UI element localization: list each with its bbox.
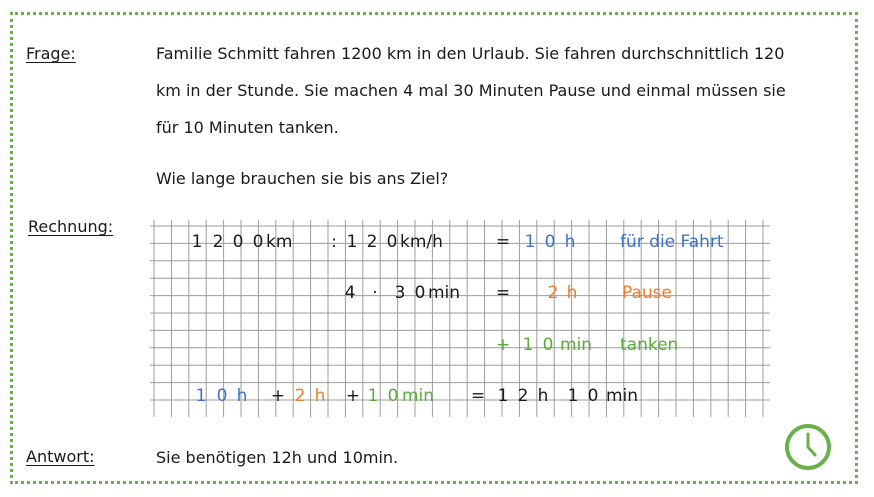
calc-token: min [606, 386, 639, 406]
antwort-label: Antwort: [26, 447, 95, 466]
calc-token: h [314, 386, 326, 406]
calc-token: für die Fahrt [620, 232, 724, 252]
calc-token: = [470, 386, 486, 406]
calc-token: 4 [344, 283, 356, 303]
calc-token: + [345, 386, 361, 406]
calc-token: 1 [191, 232, 203, 252]
calc-token: tanken [620, 335, 679, 355]
calc-token: 2 [212, 232, 224, 252]
question-line-3: für 10 Minuten tanken. [156, 118, 339, 137]
question-line-2: km in der Stunde. Sie machen 4 mal 30 Minuten Pause und einmal müssen sie [156, 81, 786, 100]
frage-label: Frage: [26, 44, 76, 63]
calc-token: 0 [544, 232, 556, 252]
calc-token: 0 [387, 386, 399, 406]
question-line-1: Familie Schmitt fahren 1200 km in den Urlaub. Sie fahren durchschnittlich 120 [156, 44, 785, 63]
calc-token: km [266, 232, 293, 252]
calc-token: 2 [294, 386, 306, 406]
calc-token: km/h [400, 232, 443, 252]
calc-token: 0 [232, 232, 244, 252]
calc-token: : [331, 232, 337, 252]
question-ask: Wie lange brauchen sie bis ans Ziel? [156, 169, 449, 188]
calc-token: min [428, 283, 461, 303]
calc-token: 0 [216, 386, 228, 406]
calc-token: 0 [386, 232, 398, 252]
rechnung-label: Rechnung: [28, 217, 114, 236]
clock-icon [783, 422, 833, 472]
calc-token: 1 [497, 386, 509, 406]
calc-token: 1 [524, 232, 536, 252]
calc-token: = [495, 283, 511, 303]
calc-token: h [566, 283, 578, 303]
calc-token: 0 [414, 283, 426, 303]
calc-token: h [537, 386, 549, 406]
calc-token: 1 [195, 386, 207, 406]
calc-token: min [402, 386, 435, 406]
calc-token: 1 [567, 386, 579, 406]
calc-token: h [236, 386, 248, 406]
calc-token: min [560, 335, 593, 355]
calc-token: 0 [252, 232, 264, 252]
calc-token: 2 [547, 283, 559, 303]
calc-token: 0 [542, 335, 554, 355]
calc-token: · [372, 283, 378, 303]
calc-token: Pause [622, 283, 672, 303]
calc-token: 1 [522, 335, 534, 355]
calc-token: + [495, 335, 511, 355]
calc-token: + [270, 386, 286, 406]
calculation-grid [150, 220, 770, 417]
calc-token: = [495, 232, 511, 252]
calc-token: 0 [587, 386, 599, 406]
answer-text: Sie benötigen 12h und 10min. [156, 448, 399, 467]
calc-token: 2 [517, 386, 529, 406]
calc-token: 1 [367, 386, 379, 406]
calc-token: h [564, 232, 576, 252]
calc-token: 1 [346, 232, 358, 252]
calc-token: 2 [366, 232, 378, 252]
calc-token: 3 [394, 283, 406, 303]
